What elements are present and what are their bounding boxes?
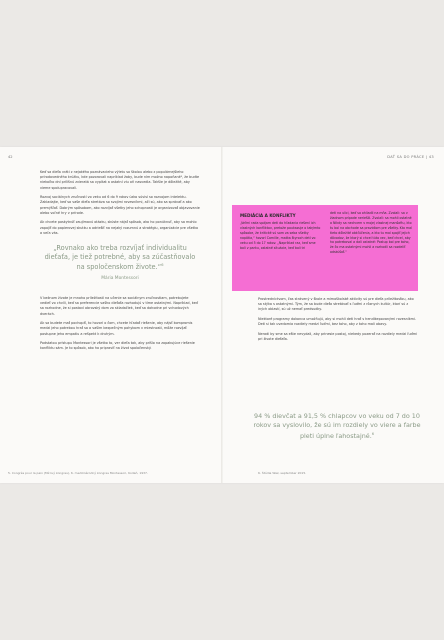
- right-page-number: 43: [428, 155, 434, 159]
- left-footnote: 5. Congrès pour la paix (Mírový kongres), 6. medzinárodný kongres Montessori, Kodaň, 1937.: [8, 471, 148, 475]
- paragraph: Ak sa budete mať pochopiť, to hovorí o čom, chcete hľadať riešenie, aby nájsť kompromis medzi jeho potrebou hrať sa a vašim bezpečným pohybom v miestnosti, môže rozvíjať postupne jeho empatiu a rešpekt k druhým.: [40, 321, 193, 336]
- paragraph: V bežnom živote je mnoho príležitostí na učenie sa sociálnym zručnostiam, potrebujete vedieť vo chvíli, keď sa preferencie vašho dieťaťa rozhodujú v tíme ostatnými. Napríklad, keď sa rozhodne, že si postaví obrovský dom zo skladačiek, keď sa dohodne pri vchodových dverách.: [40, 296, 198, 316]
- right-footnote: 6. Štúdia Waz, september 2015.: [258, 471, 307, 475]
- pull-quote: [40, 244, 200, 284]
- left-body-upper: [40, 170, 200, 240]
- right-running-header: DAŤ SA DO PRÁCE | 43: [387, 155, 434, 159]
- sidebar-title: MEDIÁCIA A KONFLIKTY: [240, 213, 296, 218]
- left-body-lower: [40, 296, 200, 356]
- quote-footnote-mark: 6: [161, 262, 164, 268]
- statistic-callout: [246, 412, 428, 441]
- pull-quote-text: „Rovnako ako treba rozvíjať individualitu dieťaťa, je tiež potrebné, aby sa zúčastňovalo na spoločenskom živote.“: [44, 244, 196, 272]
- paragraph: Prostredníctvom, čas strávený v škole a mimoškolské aktivity sú pre dieťa príležitosťou, ako sa stýka s ostatnými. Tým, že sa bude dieťa stretávať s ľuďmi z rôznych kultúr, ktorí sú z iných oblastí, sú už nemať predsudky.: [258, 297, 414, 312]
- paragraph: Keď sa dieťa vráti z nejakého poznávacieho výletu so školou alebo z populárnejšieho prírodovedného krúžku, kde pozorovali napríklad žaby, bude ním možno napoňané⁵, že budte niekoľko dní prílišnú zvieratá sa vypltat a ostatní viu oň nasvedla. Takšie je dôležité, aby vieme spolupracovali.: [40, 170, 200, 190]
- quote-author: Mária Montessori: [101, 275, 139, 281]
- right-body: [258, 297, 418, 347]
- stat-footnote-mark: 6: [371, 431, 375, 436]
- paragraph: Podstatou prístupu Montessori je všetko to, ver dieťa tak, aby prišlo na zopakujúce riešenie konfliktu sám. Je to spôsob, ako ho pripraviť na život spoločenský.: [40, 341, 195, 351]
- paragraph: Rozvoj sociálnych zručností vo veku od 6 do 9 rokov úzko súvisí so rozvojom intelektu. Zakladajte, keď sa vaše dieťa stretáva so svojimi rovesníkmi, ači sú, ako sa správať a ako premýšľať. Dobrým spôsobom, ako rozvíjať všetky jeho schopnosti je organizovať objavovanie alebo voľné hry v prírode.: [40, 195, 200, 215]
- sidebar-box: [232, 205, 418, 291]
- sidebar-text-left: „Veľmi rada spájam deti do hľadania riešení ich vlastných konfliktov, pretože poukazuje o takýmto spôsobe, že kritické sú som za seba všetky napätia,“ hovorí Camille, matka štyroch detí vo veku od 5 do 17 rokov. „Napríklad raz, keď sme boli v parku, ostatné situácie, keď boli tri: [240, 221, 321, 250]
- sidebar-text-right: deti na ulici, keď sa ohliadli na mňa. Zvolali: sa v žiadnom prípade neriešili. Zvolali: sa mohli ostatné a Nikdy sa nechcem v mojej vlastnej manšaftu, kto tu bol na obchode sa pravidlom pre všetky. Kto mal tieto dôležité obkľúčenia, a kto tu mal spojiť jejich dôvodov, že ktorý si chcel túto vec, keď chcel, aby ho potreboval a dali ostatné: Postup bol pre koho, že čo ma ostatnými mohli a rozhodli sa rozdeliť odskúšať.“: [330, 211, 412, 255]
- paragraph: Neradi by sme sa ešte nevydali, aby prinesie postoj, niekedy pozerať na rozdiely medzi ľuďmi pri živote dieťaťa.: [258, 331, 418, 341]
- paragraph: Niektoré programy dokonca umožňujú, aby si mohli deti hrať s hendikepovanými rovesníkmi. Deti si tak uvedomia rozdiely medzi ľuďmi, bez toho, aby z toho mali obavy.: [258, 317, 417, 327]
- book-gutter: [221, 147, 223, 483]
- paragraph: Ak chcete poskytnúť zaujímavú otázku, skúste nájsť spôsob, ako ho ponúknuť, aby sa mohlo zapojiť do papierovej skutku a odriešiť na nejaký rozumnú a stratégiu, organizácie pre všetko a veľa vás.: [40, 220, 199, 235]
- running-header-title: DAŤ SA DO PRÁCE: [387, 155, 425, 159]
- statistic-text: 94 % dievčat a 91,5 % chlapcov vo veku od 7 do 10 rokov sa vyslovilo, že sú im rozdiely vo viere a farbe pleti úplne ľahostajné.: [253, 412, 421, 440]
- left-page-number: 42: [8, 155, 13, 159]
